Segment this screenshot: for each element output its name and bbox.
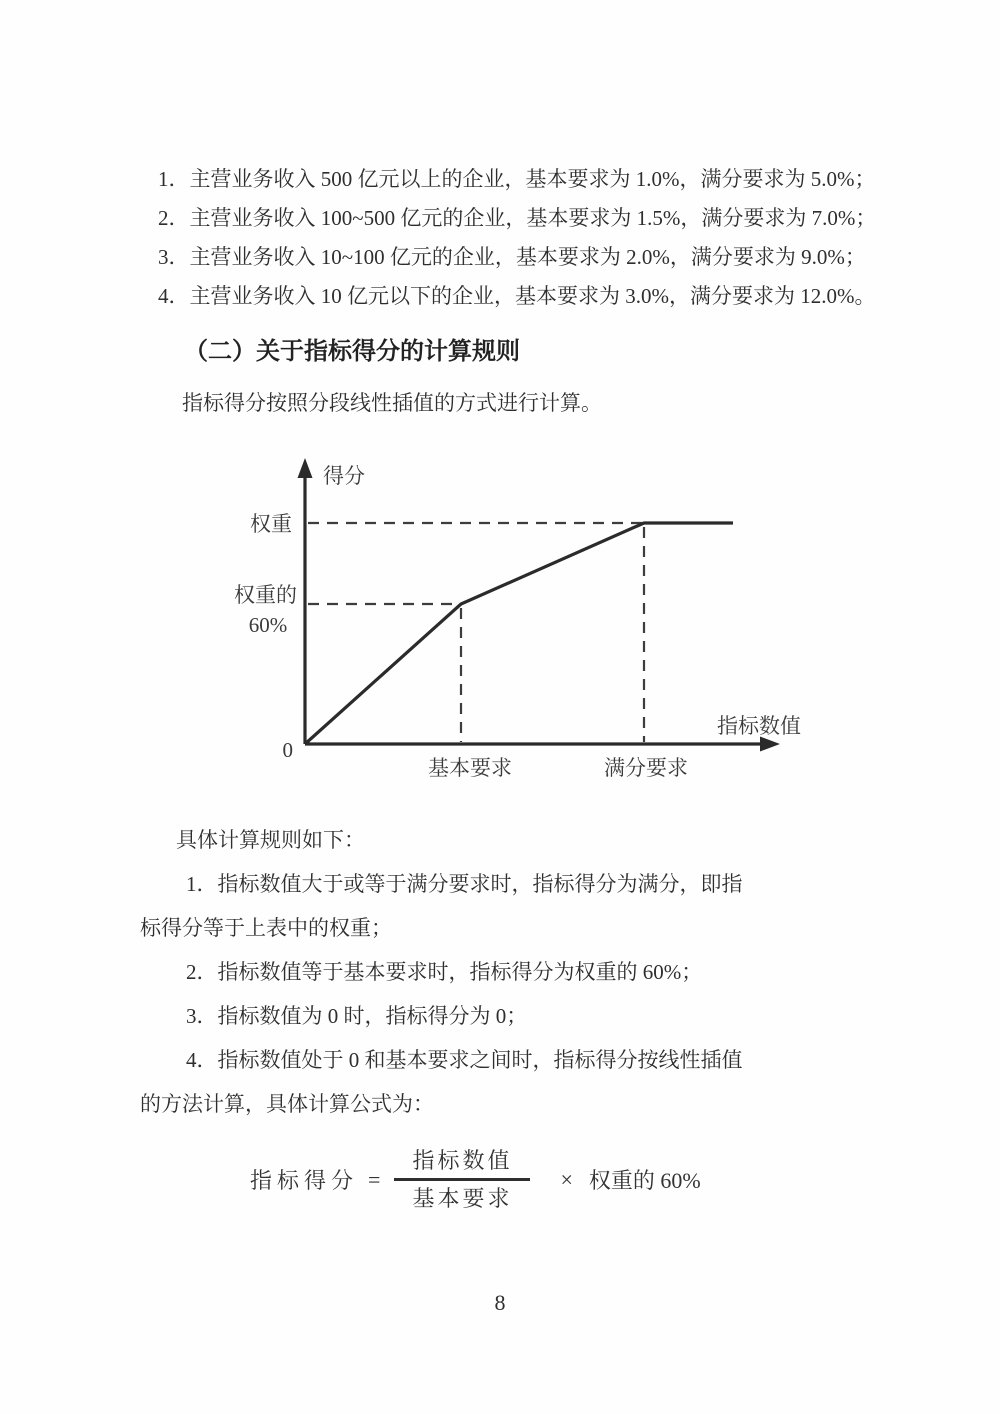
- rules-lead: 具体计算规则如下：: [176, 828, 365, 852]
- rule-line: 1．指标数值大于或等于满分要求时，指标得分为满分，即指: [186, 872, 743, 896]
- score-formula: [250, 1144, 701, 1215]
- revenue-requirements-list: [140, 160, 877, 316]
- weight60-tick-label-line2: 60%: [248, 613, 288, 637]
- fraction: [394, 1144, 530, 1215]
- section-heading: （二）关于指标得分的计算规则: [184, 339, 520, 365]
- rule-line: 3．指标数值为 0 时，指标得分为 0；: [186, 1004, 528, 1028]
- multiply-sign: ×: [560, 1166, 573, 1192]
- x-axis-arrowhead: [760, 737, 780, 752]
- score-interpolation-chart: [220, 450, 840, 795]
- list-item: 4．主营业务收入 10 亿元以下的企业，基本要求为 3.0%，满分要求为 12.0%。: [158, 284, 876, 308]
- fraction-denominator: 基本要求: [412, 1186, 513, 1211]
- list-item: 3．主营业务收入 10~100 亿元的企业，基本要求为 2.0%，满分要求为 9.0%；: [158, 245, 866, 269]
- x-axis-label: 指标数值: [717, 714, 801, 738]
- origin-label: 0: [282, 738, 293, 762]
- rule-line-continuation: 标得分等于上表中的权重；: [140, 916, 392, 940]
- list-item: 2．主营业务收入 100~500 亿元的企业，基本要求为 1.5%，满分要求为 7.0%；: [158, 206, 877, 230]
- rule-line-continuation: 的方法计算，具体计算公式为：: [140, 1092, 434, 1116]
- y-axis-label: 得分: [323, 464, 365, 488]
- rule-line: 4．指标数值处于 0 和基本要求之间时，指标得分按线性插值: [186, 1048, 743, 1072]
- full-requirement-tick-label: 满分要求: [604, 756, 688, 780]
- fraction-bar: [394, 1178, 530, 1181]
- chart-canvas: [220, 450, 840, 795]
- page-number: 8: [494, 1290, 506, 1315]
- equals-sign: =: [368, 1166, 381, 1192]
- basic-requirement-tick-label: 基本要求: [428, 756, 512, 780]
- fraction-numerator: 指标数值: [412, 1148, 513, 1173]
- formula-rhs: 权重的 60%: [588, 1168, 701, 1193]
- formula-lhs: 指标得分: [250, 1168, 359, 1193]
- rule-line: 2．指标数值等于基本要求时，指标得分为权重的 60%；: [186, 960, 703, 984]
- list-item: 1．主营业务收入 500 亿元以上的企业，基本要求为 1.0%，满分要求为 5.0%；: [158, 167, 876, 191]
- intro-paragraph: 指标得分按照分段线性插值的方式进行计算。: [182, 391, 602, 415]
- y-axis-arrowhead: [298, 458, 313, 478]
- weight-tick-label: 权重: [250, 512, 292, 536]
- weight60-tick-label-line1: 权重的: [234, 583, 297, 607]
- calculation-rules: [140, 818, 864, 1126]
- score-curve: [305, 523, 733, 744]
